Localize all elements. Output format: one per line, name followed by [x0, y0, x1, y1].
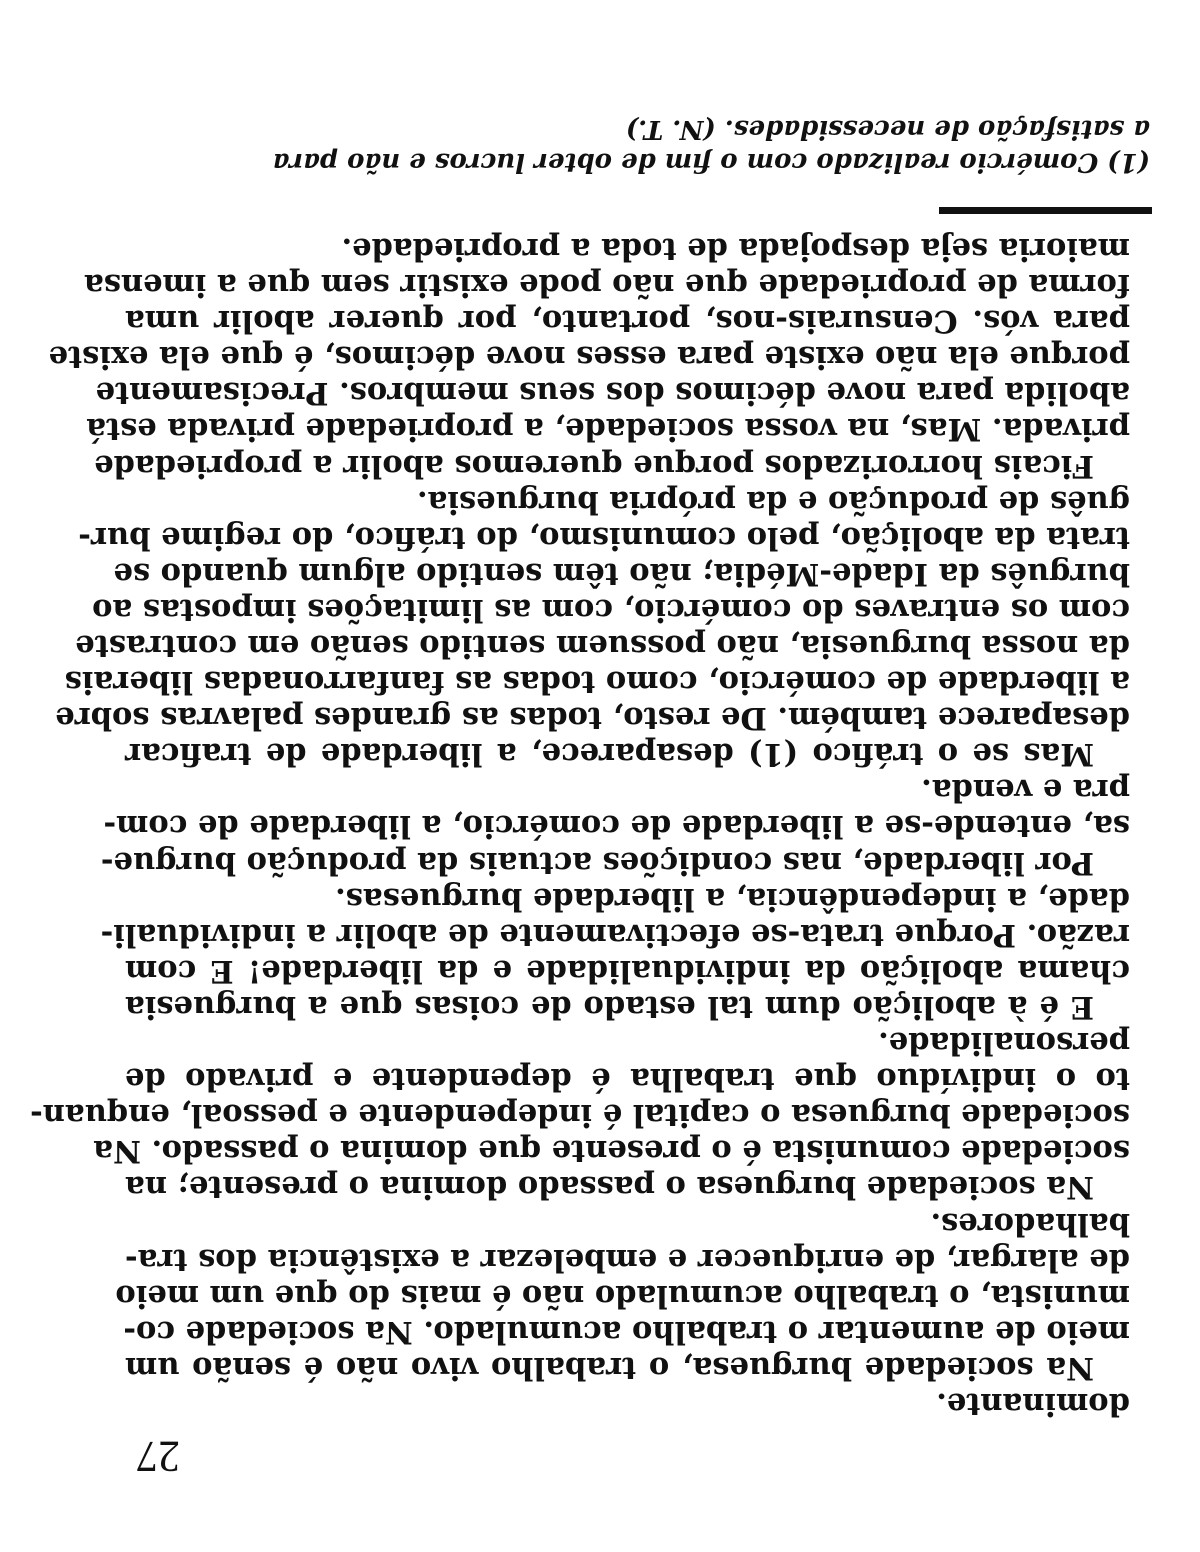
- text-line: privada. Mas, na vossa sociedade, a propriedade privada está: [86, 411, 1130, 448]
- text-line: porque ela não existe para esses nove décimos, é que ela existe: [48, 339, 1130, 376]
- body-text: [30, 231, 1130, 1422]
- paragraph: [100, 772, 1130, 881]
- footnote-separator: [939, 207, 1152, 214]
- footnote: [110, 112, 1150, 178]
- text-line: sa, entende-se a liberdade de comércio, a liberdade de com-: [103, 808, 1130, 845]
- paragraph: [115, 1205, 1130, 1386]
- text-line: Na sociedade burguesa o passado domina o presente; na: [125, 1169, 1094, 1206]
- text-line: balhadores.: [930, 1205, 1130, 1242]
- text-line: to o indivíduo que trabalha é dependente e privado de: [125, 1061, 1130, 1098]
- text-line: dade, a independência, a liberdade burguesas.: [335, 880, 1130, 917]
- paragraph: [30, 1025, 1130, 1206]
- text-line: E é à abolição dum tal estado de coisas que a burguesia: [125, 988, 1094, 1025]
- text-line: Por liberdade, nas condições actuais da produção burgue-: [100, 844, 1094, 881]
- text-line: Na sociedade burguesa, o trabalho vivo não é senão um: [125, 1349, 1094, 1386]
- text-line: guês de produção e da própria burguesia.: [416, 483, 1130, 520]
- text-line: sociedade comunista é o presente que domina o passado. Na: [93, 1133, 1130, 1170]
- text-line: razão. Porque trata-se efectivamente de abolir a individuali-: [100, 916, 1130, 953]
- text-line: personalidade.: [878, 1025, 1130, 1062]
- paragraph: [48, 231, 1130, 484]
- text-line: a liberdade de comércio, como todas as fanfarronadas liberais: [64, 664, 1130, 701]
- text-line: da nossa burguesia, não possuem sentido senão em contraste: [75, 628, 1130, 665]
- text-line: Ficais horrorizados porque queremos abolir a propriedade: [94, 447, 1094, 484]
- text-line: munista, o trabalho acumulado não é mais do que um meio: [115, 1277, 1130, 1314]
- footnote-line: a satisfação de necessidades. (N. T.): [625, 114, 1150, 144]
- text-line: forma de propriedade que não pode existir sem que a imensa: [84, 267, 1130, 304]
- text-line: desaparece também. De resto, todas as grandes palavras sobre: [55, 700, 1130, 737]
- text-line: pra e venda.: [921, 772, 1130, 809]
- text-line: para vós. Censurais-nos, portanto, por querer abolir uma: [125, 303, 1130, 340]
- text-line: burguês da Idade-Média; não têm sentido algum quando se: [113, 555, 1130, 592]
- footnote-line: (1) Comércio realizado com o fim de obter lucros e não para: [272, 147, 1150, 177]
- text-line: de alargar, de enriquecer e embelezar a existência dos tra-: [124, 1241, 1130, 1278]
- paragraph: [125, 1386, 1130, 1422]
- text-line: maioria seja despojada de toda a propriedade.: [341, 231, 1130, 267]
- text-line: dominante.: [936, 1386, 1130, 1422]
- paragraph: [100, 880, 1130, 1025]
- text-line: com os entraves do comércio, com as limitações impostas ao: [92, 591, 1130, 628]
- text-line: Mas se o tráfico (1) desaparece, a liberdade de traficar: [125, 736, 1094, 773]
- page-number: 27: [136, 1432, 180, 1481]
- text-line: sociedade burguesa o capital é independente e pessoal, enquan-: [30, 1097, 1130, 1134]
- text-line: chama abolição da individualidade e da liberdade! E com: [125, 952, 1130, 989]
- text-line: meio de aumentar o trabalho acumulado. Na sociedade co-: [123, 1313, 1130, 1350]
- text-line: trata da abolição, pelo comunismo, do tráfico, do regime bur-: [78, 519, 1130, 556]
- paragraph: [55, 483, 1130, 773]
- text-line: abolida para nove décimos dos seus membros. Precisamente: [95, 375, 1130, 412]
